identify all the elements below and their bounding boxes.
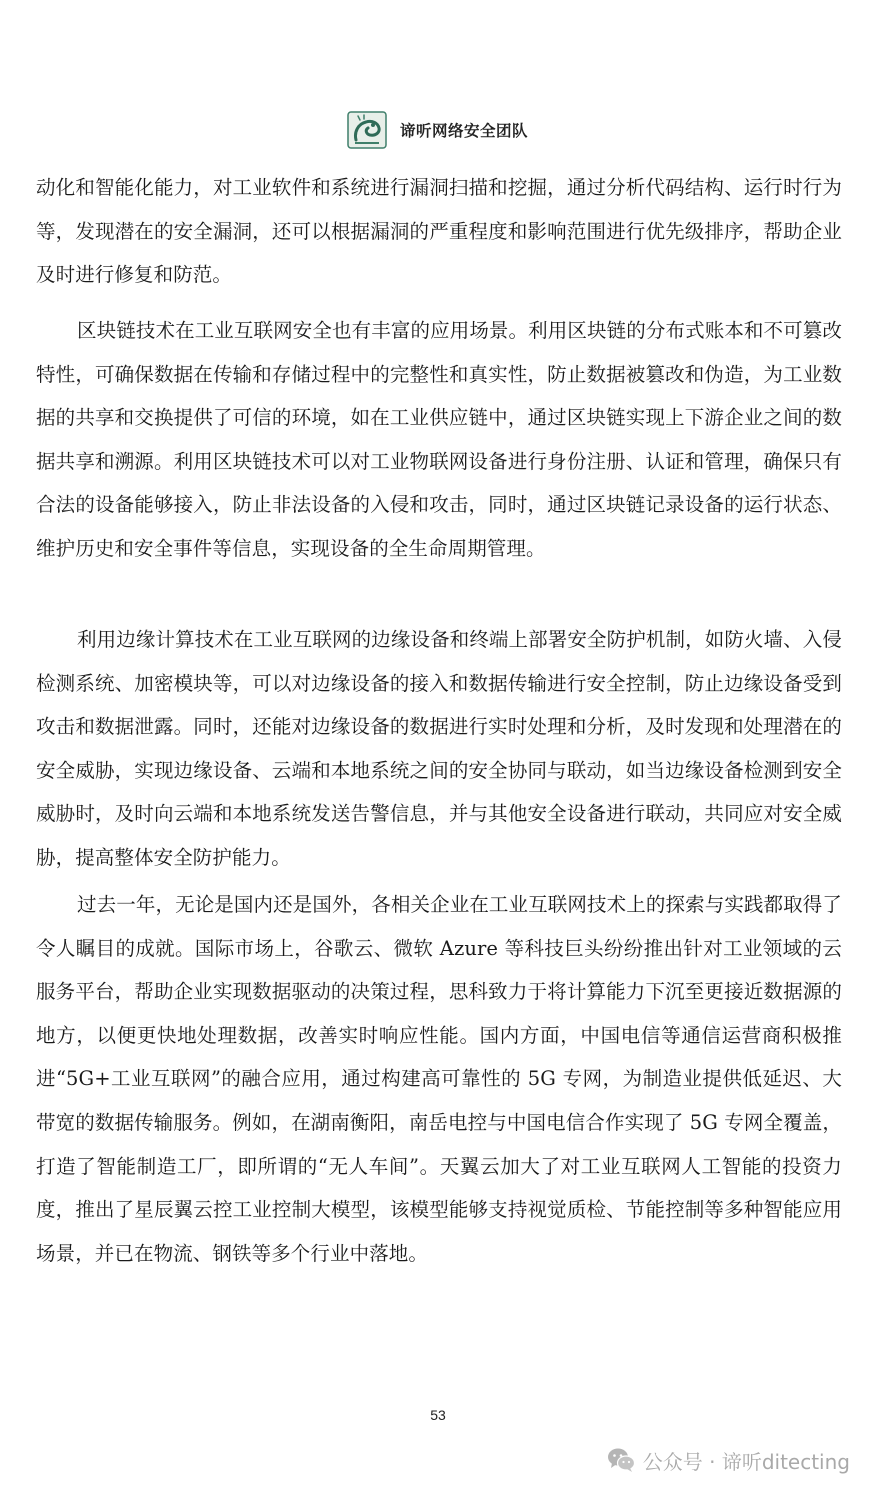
page-number: 53: [430, 1407, 446, 1423]
paragraph-1: 动化和智能化能力，对工业软件和系统进行漏洞扫描和挖掘，通过分析代码结构、运行时行为等，发现潜在的安全漏洞，还可以根据漏洞的严重程度和影响范围进行优先级排序，帮助企业及时进行修复和防范。: [36, 176, 842, 287]
watermark: [607, 1444, 850, 1476]
header-title: 谛听网络安全团队: [400, 122, 529, 140]
paragraph-2: 区块链技术在工业互联网安全也有丰富的应用场景。利用区块链的分布式账本和不可篡改特性，可确保数据在传输和存储过程中的完整性和真实性，防止数据被篡改和伪造，为工业数据的共享和交换提供了可信的环境，如在工业供应链中，通过区块链实现上下游企业之间的数据共享和溯源。利用区块链技术可以对工业物联网设备进行身份注册、认证和管理，确保只有合法的设备能够接入，防止非法设备的入侵和攻击，同时，通过区块链记录设备的运行状态、维护历史和安全事件等信息，实现设备的全生命周期管理。: [36, 319, 842, 560]
wechat-icon: [607, 1447, 635, 1473]
dragon-seal-logo-icon: [346, 110, 388, 150]
watermark-text: 公众号 · 谛听ditecting: [642, 1449, 850, 1474]
page-header: [0, 106, 876, 152]
paragraph-4: 过去一年，无论是国内还是国外，各相关企业在工业互联网技术上的探索与实践都取得了令人瞩目的成就。国际市场上，谷歌云、微软 Azure 等科技巨头纷纷推出针对工业领域的云服务平台，帮助企业实现数据驱动的决策过程，思科致力于将计算能力下沉至更接近数据源的地方，以便更快地处理数据，改善实时响应性能。国内方面，中国电信等通信运营商积极推进“5G+工业互联网”的融合应用，通过构建高可靠性的 5G 专网，为制造业提供低延迟、大带宽的数据传输服务。例如，在湖南衡阳，南岳电控与中国电信合作实现了 5G 专网全覆盖，打造了智能制造工厂，即所谓的“无人车间”。天翼云加大了对工业互联网人工智能的投资力度，推出了星辰翼云控工业控制大模型，该模型能够支持视觉质检、节能控制等多种智能应用场景，并已在物流、钢铁等多个行业中落地。: [36, 893, 842, 1265]
paragraph-3: 利用边缘计算技术在工业互联网的边缘设备和终端上部署安全防护机制，如防火墙、入侵检测系统、加密模块等，可以对边缘设备的接入和数据传输进行安全控制，防止边缘设备受到攻击和数据泄露。同时，还能对边缘设备的数据进行实时处理和分析，及时发现和处理潜在的安全威胁，实现边缘设备、云端和本地系统之间的安全协同与联动，如当边缘设备检测到安全威胁时，及时向云端和本地系统发送告警信息，并与其他安全设备进行联动，共同应对安全威胁，提高整体安全防护能力。: [36, 628, 842, 869]
